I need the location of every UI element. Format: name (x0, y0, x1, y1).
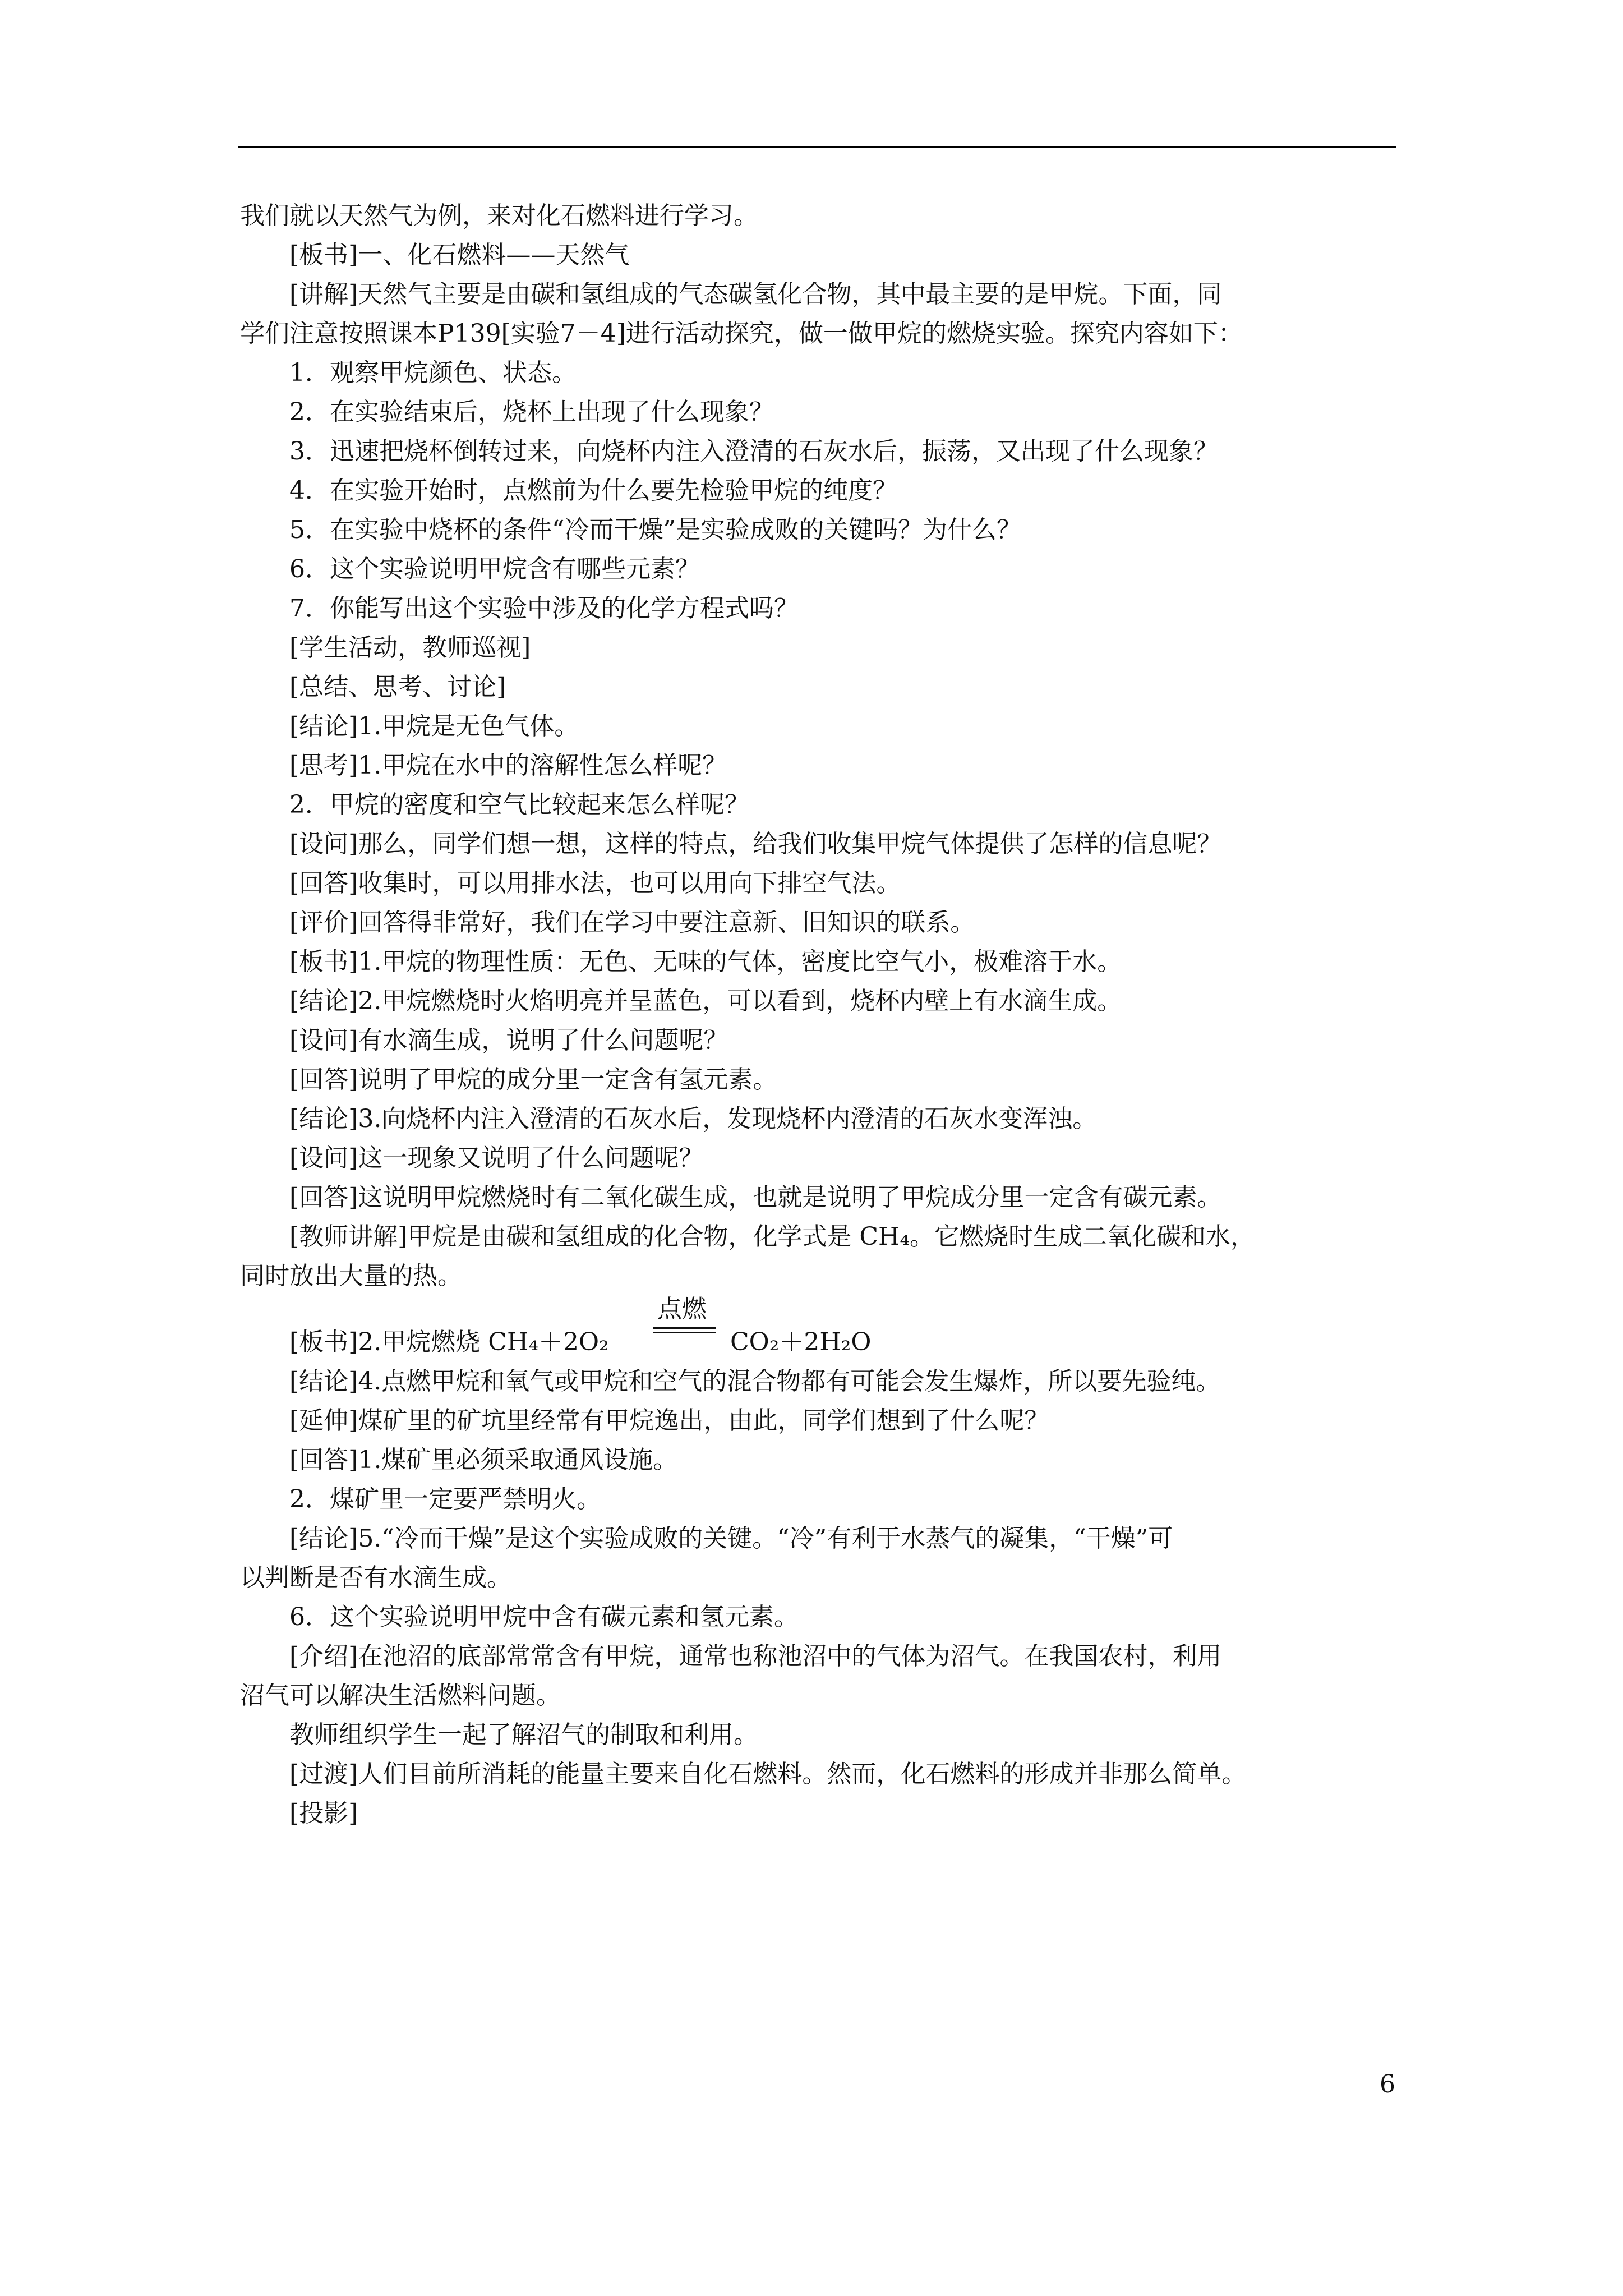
paragraph-line: [设问]有水滴生成，说明了什么问题呢？ (289, 1026, 728, 1055)
paragraph-line: [板书]1.甲烷的物理性质：无色、无味的气体，密度比空气小，极难溶于水。 (289, 947, 1122, 976)
paragraph-line: [学生活动，教师巡视] (289, 633, 531, 662)
equation-arrow-line (653, 1327, 716, 1329)
paragraph-line: [结论]5.“冷而干燥”是这个实验成败的关键。“冷”有利于水蒸气的凝集，“干燥”可 (289, 1524, 1173, 1553)
paragraph-line: [回答]收集时，可以用排水法，也可以用向下排空气法。 (289, 869, 901, 898)
document-body (240, 196, 1395, 1833)
list-item: 1．观察甲烷颜色、状态。 (289, 358, 577, 387)
list-item: 6．这个实验说明甲烷含有哪些元素？ (289, 555, 700, 583)
paragraph-line: [介绍]在池沼的底部常常含有甲烷，通常也称池沼中的气体为沼气。在我国农村，利用 (289, 1642, 1222, 1671)
list-item: 4．在实验开始时，点燃前为什么要先检验甲烷的纯度？ (289, 476, 897, 505)
list-item: 7．你能写出这个实验中涉及的化学方程式吗？ (289, 594, 799, 623)
paragraph-line: [设问]这一现象又说明了什么问题呢？ (289, 1144, 704, 1172)
list-item: 5．在实验中烧杯的条件“冷而干燥”是实验成败的关键吗？为什么？ (289, 516, 1021, 544)
list-item: 3．迅速把烧杯倒转过来，向烧杯内注入澄清的石灰水后，振荡，又出现了什么现象？ (289, 437, 1218, 466)
equation-reactants: [板书]2.甲烷燃烧 CH₄＋2O₂ (289, 1328, 609, 1356)
paragraph-line: 我们就以天然气为例，来对化石燃料进行学习。 (240, 201, 758, 230)
paragraph-line: [思考]1.甲烷在水中的溶解性怎么样呢？ (289, 751, 727, 780)
paragraph-line: [讲解]天然气主要是由碳和氢组成的气态碳氢化合物，其中最主要的是甲烷。下面，同 (289, 280, 1222, 309)
paragraph-line: [回答]1.煤矿里必须采取通风设施。 (289, 1446, 678, 1474)
paragraph-line: [评价]回答得非常好，我们在学习中要注意新、旧知识的联系。 (289, 908, 975, 937)
paragraph-line: 学们注意按照课本P139[实验7－4]进行活动探究，做一做甲烷的燃烧实验。探究内容如下： (240, 319, 1243, 348)
paragraph-line: [设问]那么，同学们想一想，这样的特点，给我们收集甲烷气体提供了怎样的信息呢？ (289, 830, 1222, 858)
paragraph-line: [投影] (289, 1799, 358, 1828)
equation-products: CO₂＋2H₂O (730, 1328, 872, 1356)
paragraph-line: [结论]4.点燃甲烷和氧气或甲烷和空气的混合物都有可能会发生爆炸，所以要先验纯。 (289, 1367, 1221, 1396)
paragraph-line: [结论]1.甲烷是无色气体。 (289, 712, 579, 740)
paragraph-line: [过渡]人们目前所消耗的能量主要来自化石燃料。然而，化石燃料的形成并非那么简单。 (289, 1760, 1247, 1788)
paragraph-line: [结论]3.向烧杯内注入澄清的石灰水后，发现烧杯内澄清的石灰水变浑浊。 (289, 1105, 1098, 1133)
chemical-equation (240, 1296, 1395, 1362)
equation-condition: 点燃 (657, 1295, 707, 1323)
list-item: 2．煤矿里一定要严禁明火。 (289, 1485, 601, 1513)
paragraph-line: 2．甲烷的密度和空气比较起来怎么样呢？ (289, 790, 749, 819)
paragraph-line: [回答]说明了甲烷的成分里一定含有氢元素。 (289, 1065, 778, 1094)
paragraph-line: [回答]这说明甲烷燃烧时有二氧化碳生成，也就是说明了甲烷成分里一定含有碳元素。 (289, 1183, 1222, 1212)
paragraph-line: [延伸]煤矿里的矿坑里经常有甲烷逸出，由此，同学们想到了什么呢？ (289, 1406, 1049, 1435)
list-item: 6．这个实验说明甲烷中含有碳元素和氢元素。 (289, 1603, 799, 1631)
equation-arrow-line (653, 1332, 716, 1333)
page-number: 6 (1380, 2070, 1395, 2099)
list-item: 2．在实验结束后，烧杯上出现了什么现象？ (289, 398, 774, 426)
paragraph-line: [结论]2.甲烷燃烧时火焰明亮并呈蓝色，可以看到，烧杯内壁上有水滴生成。 (289, 987, 1122, 1015)
paragraph-line: 同时放出大量的热。 (240, 1262, 462, 1290)
paragraph-line: 教师组织学生一起了解沼气的制取和利用。 (289, 1720, 758, 1749)
paragraph-line: [总结、思考、讨论] (289, 673, 506, 701)
paragraph-line: [教师讲解]甲烷是由碳和氢组成的化合物，化学式是 CH₄。它燃烧时生成二氧化碳和水， (289, 1222, 1255, 1251)
paragraph-line: [板书]一、化石燃料——天然气 (289, 241, 630, 269)
header-rule (238, 146, 1396, 148)
paragraph-line: 以判断是否有水滴生成。 (240, 1563, 511, 1592)
paragraph-line: 沼气可以解决生活燃料问题。 (240, 1681, 561, 1710)
